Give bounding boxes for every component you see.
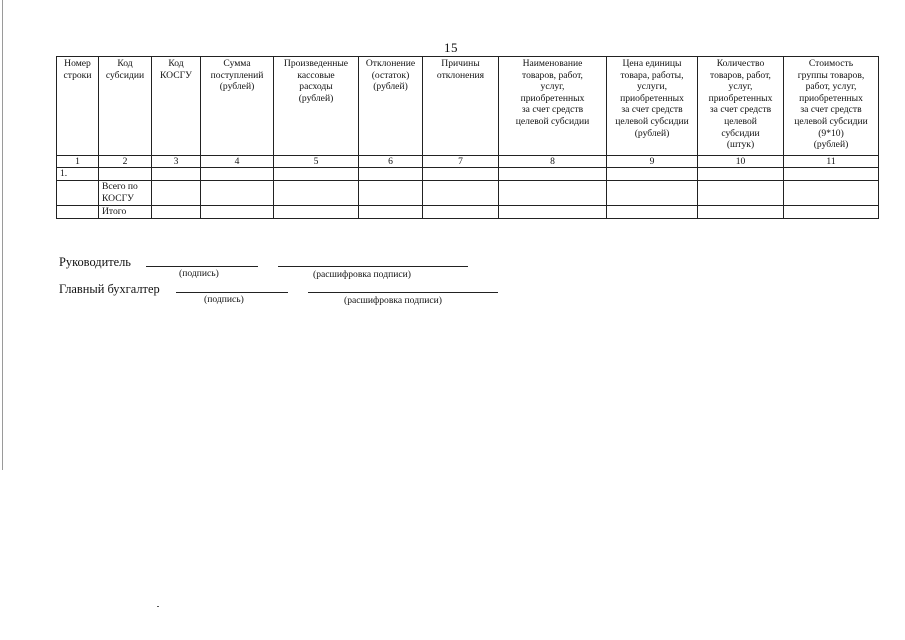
page-left-edge-rule (2, 0, 3, 470)
table-cell (359, 168, 423, 181)
table-cell: Всего по КОСГУ (99, 181, 152, 206)
column-number: 5 (274, 156, 359, 168)
table-row (57, 181, 879, 206)
column-number: 2 (99, 156, 152, 168)
table-cell (359, 206, 423, 219)
column-number: 3 (152, 156, 201, 168)
table-cell (274, 181, 359, 206)
table-header-row (57, 57, 879, 156)
table-cell (57, 181, 99, 206)
header-subsidy-code: Код субсидии (99, 57, 152, 156)
header-kosgu-code: Код КОСГУ (152, 57, 201, 156)
column-number: 11 (784, 156, 879, 168)
accountant-name-line (308, 292, 498, 293)
accountant-name-caption: (расшифровка подписи) (344, 295, 442, 306)
table-row (57, 168, 879, 181)
table-cell (274, 206, 359, 219)
table-cell (152, 206, 201, 219)
column-number: 1 (57, 156, 99, 168)
table-cell (201, 206, 274, 219)
table-cell (152, 168, 201, 181)
header-receipts-amount: Сумма поступлений (рублей) (201, 57, 274, 156)
accountant-signature-caption: (подпись) (204, 294, 244, 305)
table-cell (499, 206, 607, 219)
table-cell (359, 181, 423, 206)
head-name-caption: (расшифровка подписи) (313, 269, 411, 280)
table-cell (698, 206, 784, 219)
table-cell (423, 181, 499, 206)
table-cell (152, 181, 201, 206)
header-goods-name: Наименование товаров, работ, услуг, приобретенных за счет средств целевой субсидии (499, 57, 607, 156)
subsidy-report-table (56, 56, 879, 219)
table-cell (423, 206, 499, 219)
header-row-number: Номер строки (57, 57, 99, 156)
column-number: 7 (423, 156, 499, 168)
head-signature-caption: (подпись) (179, 268, 219, 279)
table-cell: Итого (99, 206, 152, 219)
table-cell (201, 168, 274, 181)
column-number: 10 (698, 156, 784, 168)
table-cell (698, 181, 784, 206)
table-row (57, 206, 879, 219)
table-cell (499, 181, 607, 206)
table-cell (274, 168, 359, 181)
table-cell (698, 168, 784, 181)
header-deviation-reasons: Причины отклонения (423, 57, 499, 156)
table-cell (99, 168, 152, 181)
column-number: 4 (201, 156, 274, 168)
head-signature-line (146, 266, 258, 267)
column-number-row (57, 156, 879, 168)
table-cell (784, 206, 879, 219)
table-cell (784, 181, 879, 206)
table-cell (499, 168, 607, 181)
scan-speck (157, 606, 159, 607)
table-cell (607, 168, 698, 181)
header-group-cost: Стоимость группы товаров, работ, услуг, приобретенных за счет средств целевой субсидии (9*10) (рублей) (784, 57, 879, 156)
table-cell (201, 181, 274, 206)
table-cell: 1. (57, 168, 99, 181)
accountant-signature-line (176, 292, 288, 293)
head-name-line (278, 266, 468, 267)
accountant-signature-label: Главный бухгалтер (59, 282, 160, 296)
head-signature-label: Руководитель (59, 255, 131, 269)
header-deviation: Отклонение (остаток) (рублей) (359, 57, 423, 156)
header-quantity: Количество товаров, работ, услуг, приобретенных за счет средств целевой субсидии (штук) (698, 57, 784, 156)
table-cell (784, 168, 879, 181)
table-cell (57, 206, 99, 219)
table-cell (607, 206, 698, 219)
table-cell (423, 168, 499, 181)
table-cell (607, 181, 698, 206)
page-number: 15 (444, 40, 458, 55)
column-number: 8 (499, 156, 607, 168)
column-number: 9 (607, 156, 698, 168)
header-cash-expenses: Произведенные кассовые расходы (рублей) (274, 57, 359, 156)
column-number: 6 (359, 156, 423, 168)
header-unit-price: Цена единицы товара, работы, услуги, приобретенных за счет средств целевой субсидии (рублей) (607, 57, 698, 156)
